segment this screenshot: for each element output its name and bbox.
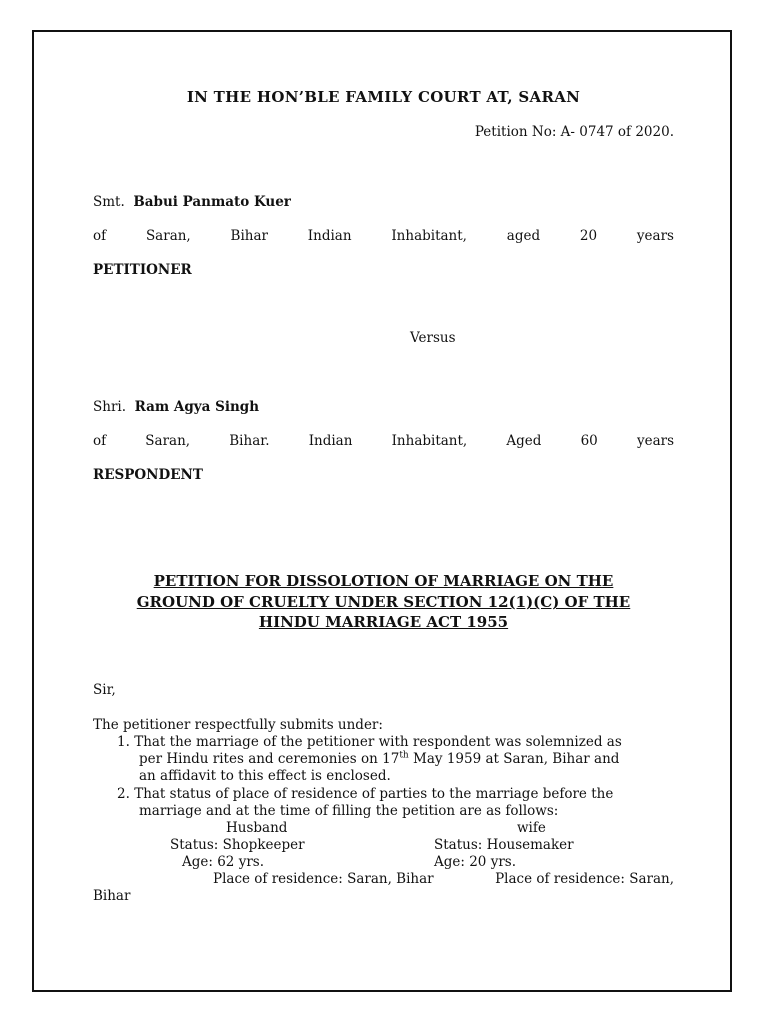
petition-number: Petition No: A- 0747 of 2020. [474, 124, 674, 140]
address-word: 20 [579, 228, 598, 244]
petitioner-address [93, 228, 674, 245]
husband-header: Husband [226, 820, 288, 836]
list-item-number: 2. [117, 786, 130, 802]
address-word: Saran, [145, 228, 191, 244]
petition-heading-line-2: GROUND OF CRUELTY UNDER SECTION 12(1)(C) OF THE [136, 593, 631, 611]
petition-heading-line-1: PETITION FOR DISSOLOTION OF MARRIAGE ON THE [153, 572, 614, 590]
list-item-2-line-2: marriage and at the time of filling the petition are as follows: [139, 803, 559, 819]
address-word: of [93, 228, 107, 244]
salutation: Sir, [93, 682, 116, 698]
petitioner-role: PETITIONER [93, 262, 192, 278]
petitioner-name: Babui Panmato Kuer [133, 194, 291, 210]
address-word: years [636, 228, 674, 244]
address-word: Bihar. [229, 433, 270, 449]
respondent-address [93, 433, 674, 450]
wife-status: Status: Housemaker [434, 837, 574, 853]
address-word: Indian [308, 433, 353, 449]
petitioner-name-line [93, 194, 674, 211]
address-word: Inhabitant, [391, 433, 468, 449]
address-word: aged [506, 228, 541, 244]
list-item-1-line-2: per Hindu rites and ceremonies on 17th May 1959 at Saran, Bihar and [139, 750, 620, 767]
petition-heading-line-3: HINDU MARRIAGE ACT 1955 [258, 613, 509, 631]
wife-residence-continued: Bihar [93, 888, 131, 904]
list-item-1-line-3: an affidavit to this effect is enclosed. [139, 768, 391, 784]
court-title: IN THE HON’BLE FAMILY COURT AT, SARAN [186, 88, 581, 106]
address-word: Bihar [230, 228, 268, 244]
address-word: Inhabitant, [391, 228, 467, 244]
wife-age: Age: 20 yrs. [434, 854, 516, 870]
husband-residence: Place of residence: Saran, Bihar [213, 871, 434, 887]
wife-header: wife [517, 820, 546, 836]
respondent-name-line [93, 399, 674, 416]
respondent-name: Ram Agya Singh [134, 399, 260, 415]
petitioner-prefix: Smt. [93, 194, 125, 210]
wife-residence: Place of residence: Saran, [495, 871, 674, 887]
address-word: of [93, 433, 107, 449]
address-word: Aged [506, 433, 542, 449]
respondent-role: RESPONDENT [93, 467, 203, 483]
versus-label: Versus [410, 330, 456, 346]
list-item-1-line-1: 1. That the marriage of the petitioner with respondent was solemnized as [117, 734, 622, 750]
husband-age: Age: 62 yrs. [182, 854, 264, 870]
respondent-prefix: Shri. [93, 399, 127, 415]
address-word: 60 [580, 433, 598, 449]
intro-text: The petitioner respectfully submits under: [93, 717, 383, 733]
address-word: years [636, 433, 674, 449]
address-word: Indian [307, 228, 352, 244]
husband-status: Status: Shopkeeper [170, 837, 305, 853]
list-item-number: 1. [117, 734, 130, 750]
address-word: Saran, [145, 433, 191, 449]
list-item-2-line-1: 2. That status of place of residence of parties to the marriage before the [117, 786, 614, 802]
